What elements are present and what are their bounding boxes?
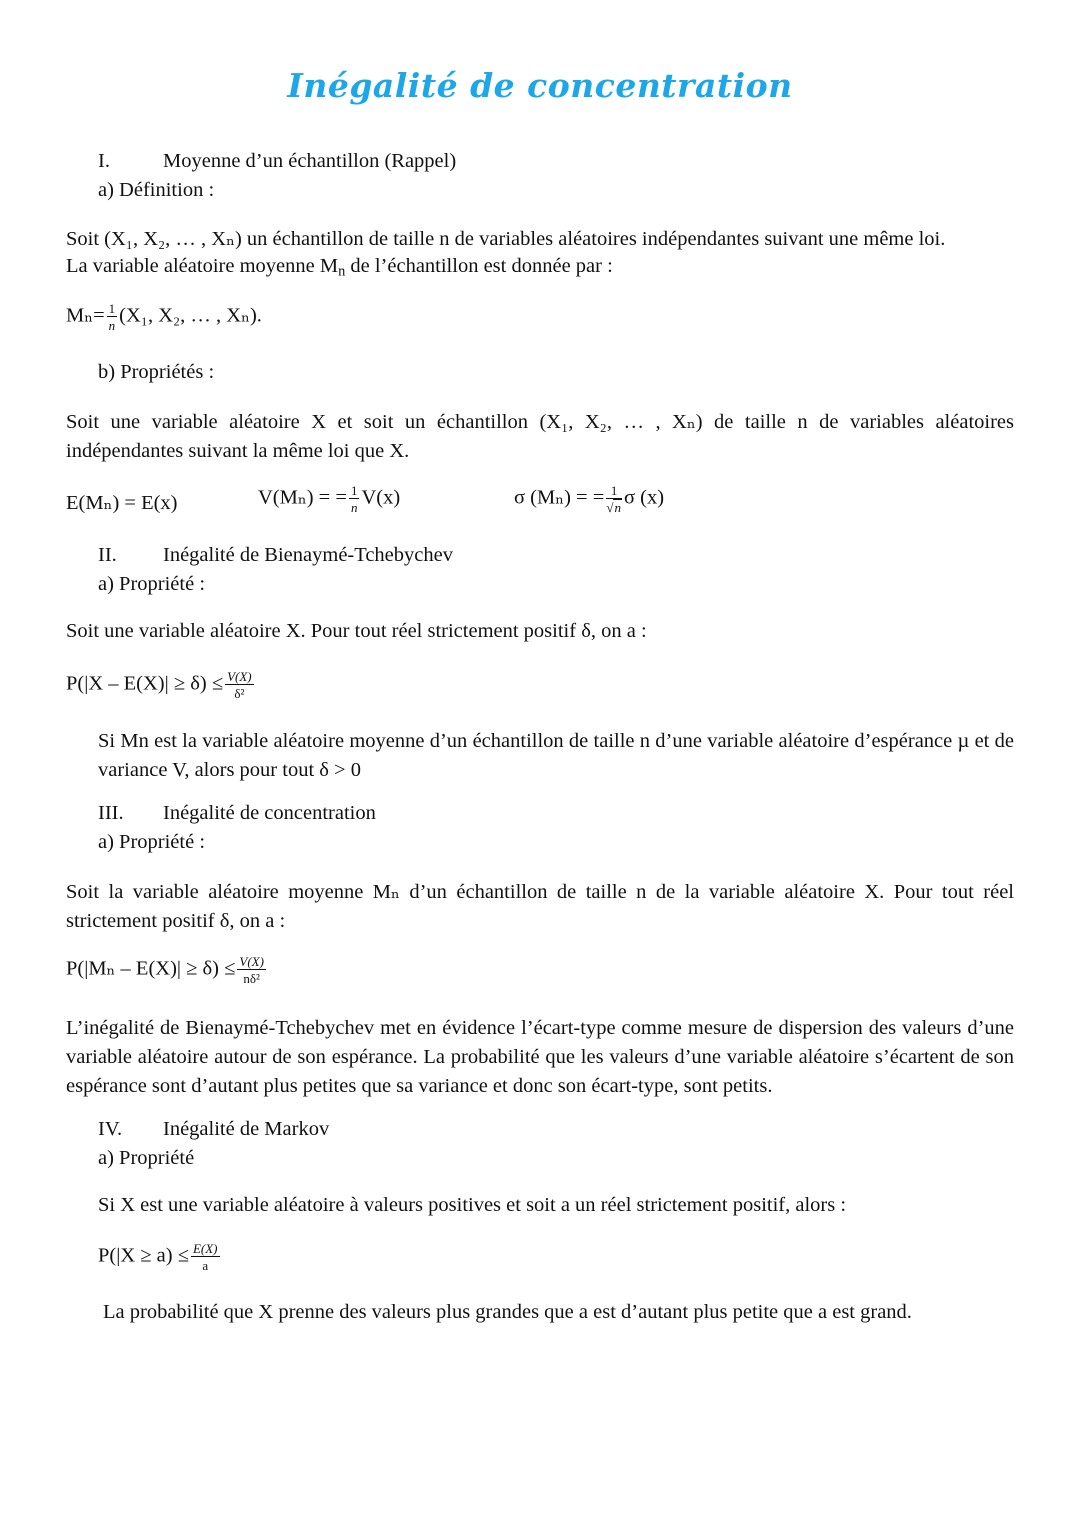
standard-deviation-formula [514, 484, 664, 514]
formula-rhs: σ (x) [623, 486, 665, 509]
section-2-number: II. [98, 544, 117, 566]
section-3-paragraph-2: L’inégalité de Bienaymé-Tchebychev met en évidence l’écart-type comme mesure de dispersion des valeurs d’une variable aléatoire autour de son espérance. La probabilité que les valeurs d’une variable aléatoire s’écartent de son espérance sont d’autant plus petites que sa variance et donc son écart-type, sont petits. [66, 1017, 1014, 1097]
section-1-title: Moyenne d’un échantillon (Rappel) [163, 150, 457, 172]
section-2-paragraph-2: Si Mn est la variable aléatoire moyenne d’un échantillon de taille n d’une variable aléatoire d’espérance µ et de variance V, alors pour tout δ > 0 [98, 730, 1014, 781]
section-4-paragraph-1: Si X est une variable aléatoire à valeurs positives et soit a un réel strictement positif, alors : [98, 1194, 847, 1216]
fraction-denominator-text: n [108, 318, 116, 333]
fraction-numerator-text: E(X) [192, 1241, 218, 1256]
section-4-subheading-a: a) Propriété [98, 1147, 195, 1169]
variance-formula [258, 484, 400, 514]
fraction [606, 484, 622, 514]
formula-lhs: P(|Mₙ – E(X)| ≥ δ) ≤ [66, 957, 236, 980]
fraction-denominator: a [202, 1258, 209, 1273]
section-4-number: IV. [98, 1118, 123, 1140]
fraction-numerator-text: V(X) [239, 954, 264, 969]
section-3-paragraph-1: Soit la variable aléatoire moyenne Mₙ d’un échantillon de taille n de la variable aléatoire X. Pour tout réel strictement positif δ, on a : [66, 881, 1014, 932]
expectation-formula: E(Mₙ) = E(x) [66, 492, 178, 514]
formula-rhs: V(x) [361, 486, 401, 509]
fraction-denominator-text: n [350, 500, 358, 515]
section-3-title: Inégalité de concentration [163, 802, 376, 824]
section-1-subheading-a: a) Définition : [98, 179, 215, 201]
bienayme-formula [66, 670, 256, 700]
formula-lhs: P(|X ≥ a) ≤ [98, 1244, 189, 1267]
section-2-subheading-a: a) Propriété : [98, 573, 206, 595]
fraction-denominator [606, 499, 622, 514]
fraction-denominator: δ² [234, 686, 245, 701]
section-1-number: I. [98, 150, 110, 172]
fraction-numerator: 1 [606, 484, 622, 499]
fraction-numerator: 1 [108, 301, 116, 316]
section-3-subheading-a: a) Propriété : [98, 831, 206, 853]
formula-lhs: Mₙ= [66, 304, 105, 327]
section-1-paragraph-line-2 [66, 255, 613, 278]
fraction-denominator [107, 317, 118, 332]
fraction [349, 484, 360, 514]
fraction-numerator-text: V(X) [227, 669, 252, 684]
page-title: Inégalité de concentration [287, 66, 793, 105]
fraction-numerator [191, 1242, 220, 1257]
mean-formula [66, 302, 262, 332]
section-1-subheading-b: b) Propriétés : [98, 361, 215, 383]
subscript: n [338, 263, 346, 280]
formula-lhs: σ (Mₙ) = = [514, 486, 605, 509]
text-fragment: La variable aléatoire moyenne M [66, 255, 339, 277]
fraction-denominator [349, 499, 360, 514]
section-1-paragraph-line-1: Soit (X₁, X₂, … , Xₙ) un échantillon de taille n de variables aléatoires indépendantes suivant une même loi. [66, 228, 946, 250]
concentration-formula [66, 955, 268, 985]
square-root: √n [606, 500, 621, 515]
formula-lhs: V(Mₙ) = = [258, 486, 347, 509]
square-root-content: n [614, 500, 621, 515]
formula-lhs: P(|X – E(X)| ≥ δ) ≤ [66, 672, 224, 695]
section-3-number: III. [98, 802, 124, 824]
formula-rhs: (X₁, X₂, … , Xₙ). [119, 304, 262, 327]
markov-formula [98, 1242, 222, 1272]
section-2-title: Inégalité de Bienaymé-Tchebychev [163, 544, 453, 566]
fraction-numerator [225, 670, 254, 685]
section-1-paragraph-2: Soit une variable aléatoire X et soit un échantillon (X₁, X₂, … , Xₙ) de taille n de variables aléatoires indépendantes suivant la même loi que X. [66, 411, 1014, 462]
text-fragment: de l’échantillon est donnée par : [345, 255, 613, 277]
fraction [191, 1242, 220, 1272]
section-2-paragraph-1: Soit une variable aléatoire X. Pour tout réel strictement positif δ, on a : [66, 620, 647, 642]
fraction-numerator [237, 955, 266, 970]
fraction [107, 302, 118, 332]
fraction [225, 670, 254, 700]
section-4-paragraph-2: La probabilité que X prenne des valeurs plus grandes que a est d’autant plus petite que a est grand. [103, 1301, 912, 1323]
fraction-numerator: 1 [350, 483, 358, 498]
fraction [237, 955, 266, 985]
section-4-title: Inégalité de Markov [163, 1118, 330, 1140]
fraction-denominator: nδ² [243, 971, 260, 986]
